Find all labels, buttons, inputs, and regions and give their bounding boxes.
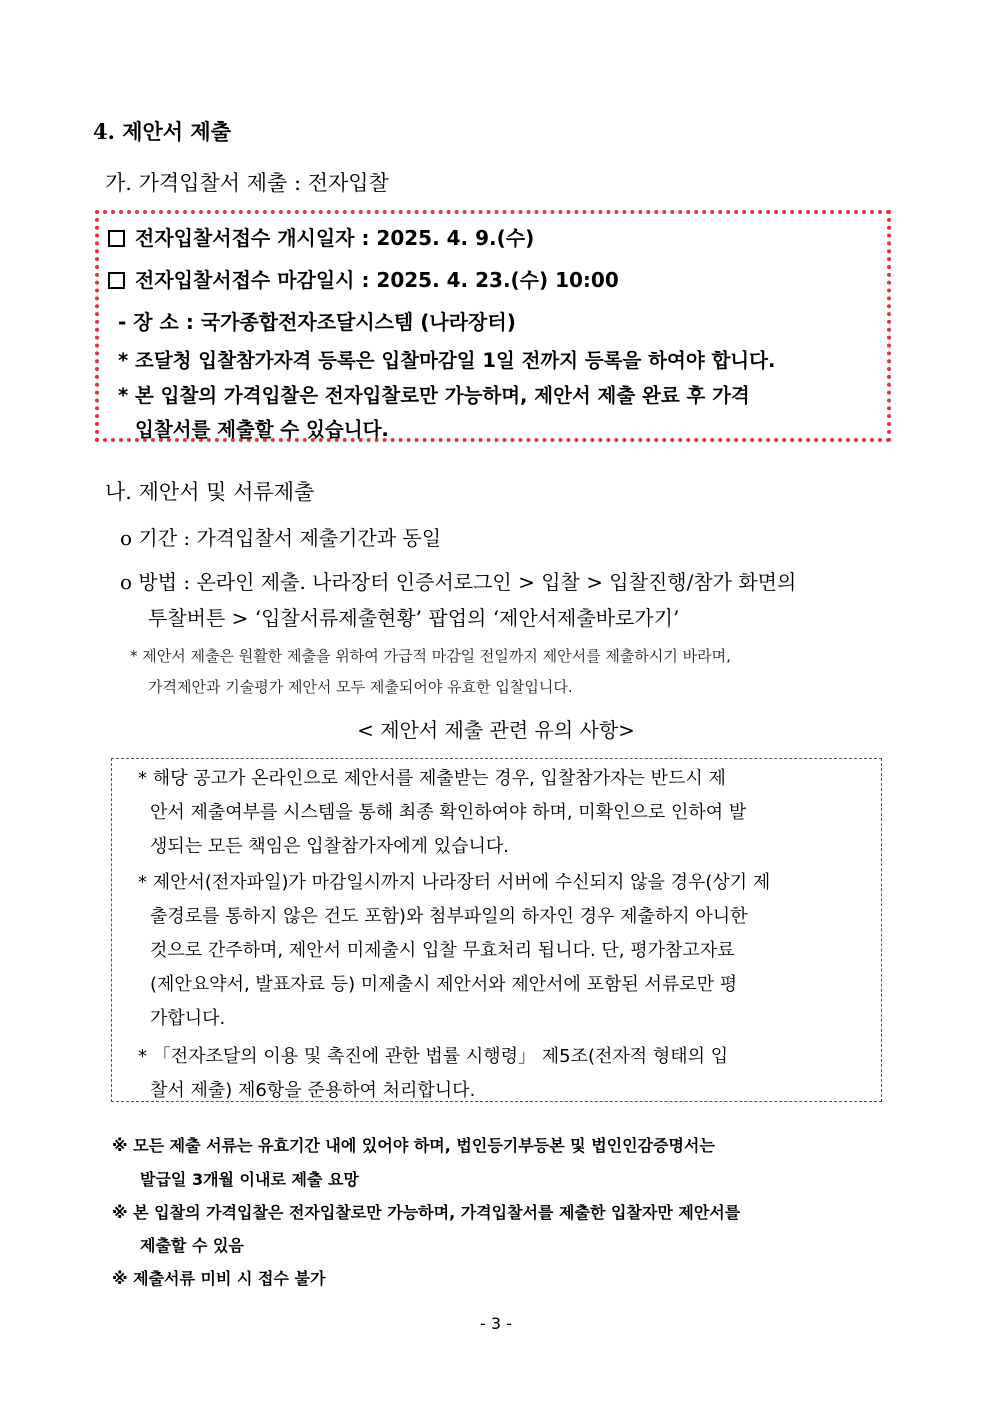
caution-item1-line3: 생되는 모든 책임은 입찰참가자에게 있습니다. xyxy=(150,836,509,857)
footer-note1-line2: 발급일 3개월 이내로 제출 요망 xyxy=(140,1170,359,1189)
price-bid-note-line1: * 본 입찰의 가격입찰은 전자입찰로만 가능하며, 제안서 제출 완료 후 가격 xyxy=(118,384,750,407)
caution-item2-line5: 가합니다. xyxy=(150,1008,226,1029)
caution-item3-line2: 찰서 제출) 제6항을 준용하여 처리합니다. xyxy=(150,1080,476,1101)
caution-item3-line1: * 「전자조달의 이용 및 촉진에 관한 법률 시행령」 제5조(전자적 형태의 입 xyxy=(138,1046,729,1067)
caution-item2-line3: 것으로 간주하며, 제안서 미제출시 입찰 무효처리 됩니다. 단, 평가참고자료 xyxy=(150,940,735,961)
caution-item2-line1: * 제안서(전자파일)가 마감일시까지 나라장터 서버에 수신되지 않을 경우(상기 제 xyxy=(138,872,771,893)
submission-note-line2: 가격제안과 기술평가 제안서 모두 제출되어야 유효한 입찰입니다. xyxy=(148,678,573,696)
checkbox-icon xyxy=(108,230,125,247)
caution-item2-line4: (제안요약서, 발표자료 등) 미제출시 제안서와 제안서에 포함된 서류로만 평 xyxy=(150,974,738,995)
schedule-end-line xyxy=(108,264,619,293)
caution-title: < 제안서 제출 관련 유의 사항> xyxy=(357,718,635,742)
page-number: - 3 - xyxy=(480,1314,512,1333)
registration-note: * 조달청 입찰참가자격 등록은 입찰마감일 1일 전까지 등록을 하여야 합니다. xyxy=(118,349,776,372)
period-line: o 기간 : 가격입찰서 제출기간과 동일 xyxy=(120,526,442,550)
footer-note1-line1: ※ 모든 제출 서류는 유효기간 내에 있어야 하며, 법인등기부등본 및 법인인감증명서는 xyxy=(112,1136,715,1155)
footer-note2-line2: 제출할 수 있음 xyxy=(140,1236,244,1255)
schedule-start-text: 전자입찰서접수 개시일자 : 2025. 4. 9.(수) xyxy=(135,226,535,250)
footer-note2-line1: ※ 본 입찰의 가격입찰은 전자입찰로만 가능하며, 가격입찰서를 제출한 입찰자만 제안서를 xyxy=(112,1203,741,1222)
schedule-location: - 장 소 : 국가종합전자조달시스템 (나라장터) xyxy=(118,310,516,334)
method-line1: o 방법 : 온라인 제출. 나라장터 인증서로그인 > 입찰 > 입찰진행/참가 화면의 xyxy=(120,570,797,594)
schedule-end-text: 전자입찰서접수 마감일시 : 2025. 4. 23.(수) 10:00 xyxy=(135,268,619,292)
caution-item1-line2: 안서 제출여부를 시스템을 통해 최종 확인하여야 하며, 미확인으로 인하여 발 xyxy=(150,802,747,823)
caution-item2-line2: 출경로를 통하지 않은 건도 포함)와 첨부파일의 하자인 경우 제출하지 아니한 xyxy=(150,906,748,927)
part-a-heading: 가. 가격입찰서 제출 : 전자입찰 xyxy=(105,171,389,195)
schedule-start-line xyxy=(108,222,534,251)
price-bid-note-line2: 입찰서를 제출할 수 있습니다. xyxy=(135,418,389,441)
checkbox-icon xyxy=(108,272,125,289)
footer-note3: ※ 제출서류 미비 시 접수 불가 xyxy=(112,1269,326,1288)
submission-note-line1: * 제안서 제출은 원활한 제출을 위하여 가급적 마감일 전일까지 제안서를 제출하시기 바라며, xyxy=(130,647,731,665)
part-b-heading: 나. 제안서 및 서류제출 xyxy=(105,480,315,504)
section-title: 4. 제안서 제출 xyxy=(93,119,231,144)
caution-item1-line1: * 해당 공고가 온라인으로 제안서를 제출받는 경우, 입찰참가자는 반드시 제 xyxy=(138,768,726,789)
method-line2: 투찰버튼 > ‘입찰서류제출현황’ 팝업의 ‘제안서제출바로가기’ xyxy=(148,606,680,630)
